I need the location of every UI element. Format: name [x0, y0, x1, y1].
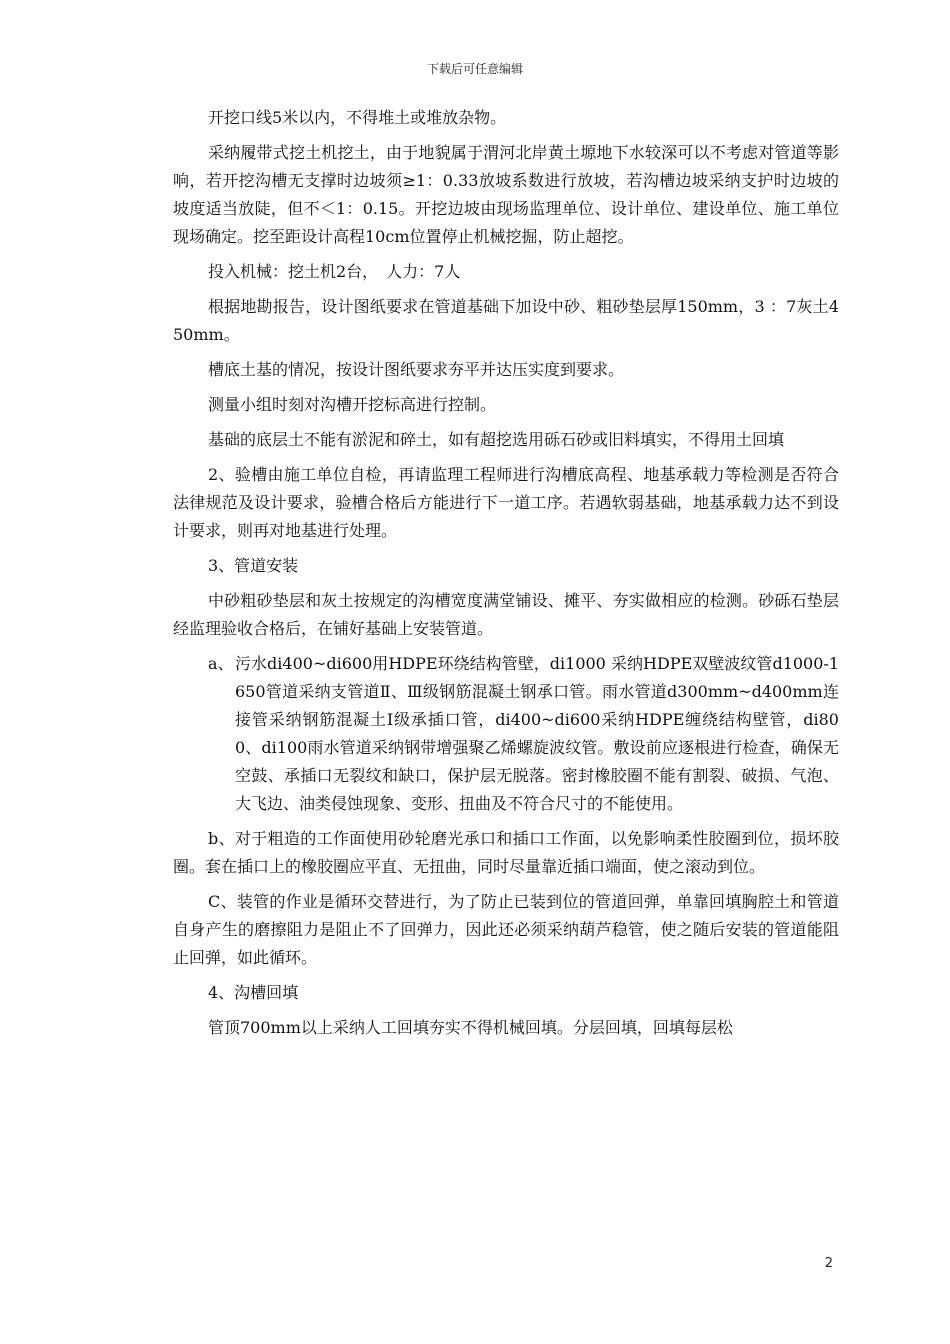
- list-item-a: [173, 650, 839, 818]
- list-marker-a: a、: [208, 654, 234, 673]
- section-heading-pipe-installation: 3、管道安装: [208, 556, 299, 575]
- list-item-a-text: 污水di400~di600用HDPE环绕结构管壁，di1000 采纳HDPE双壁波纹管d1000-1650管道采纳支管道Ⅱ、Ⅲ级钢筋混凝土钢承口管。雨水管道d300mm~d400mm连接管采纳钢筋混凝土Ⅰ级承插口管，di400~di600采纳HDPE缠绕结构壁管，di800、di100雨水管道采纳钢带增强聚乙烯螺旋波纹管。敷设前应逐根进行检查，确保无空鼓、承插口无裂纹和缺口，保护层无脱落。密封橡胶圈不能有割裂、破损、气泡、大飞边、油类侵蚀现象、变形、扭曲及不符合尺寸的不能使用。: [235, 654, 839, 813]
- paragraph-backfill: 管顶700mm以上采纳人工回填夯实不得机械回填。分层回填，回填每层松: [208, 1018, 733, 1037]
- section-heading-backfill: 4、沟槽回填: [208, 983, 299, 1002]
- paragraph-item-c: C、装管的作业是循环交替进行，为了防止已装到位的管道回弹，单靠回填胸腔土和管道自身产生的磨擦阻力是阻止不了回弹力，因此还必须采纳葫芦稳管，使之随后安装的管道能阻止回弹，如此循环。: [173, 892, 839, 967]
- paragraph-cushion-layer: 根据地勘报告，设计图纸要求在管道基础下加设中砂、粗砂垫层厚150mm，3 ：7灰土450mm。: [173, 297, 839, 344]
- document-body: [173, 104, 839, 1049]
- paragraph-machinery: 投入机械：挖土机2台， 人力：7人: [208, 262, 461, 281]
- page-number: 2: [824, 1256, 833, 1271]
- page-header: 下载后可任意编辑: [426, 62, 523, 76]
- paragraph-excavation-limit: 开挖口线5米以内，不得堆土或堆放杂物。: [208, 108, 507, 127]
- paragraph-base-soil: 基础的底层土不能有淤泥和碎土，如有超挖选用砾石砂或旧料填实，不得用土回填: [208, 430, 785, 449]
- paragraph-excavator-method: 采纳履带式挖土机挖土，由于地貌属于渭河北岸黄土塬地下水较深可以不考虑对管道等影响，若开挖沟槽无支撑时边坡须≥1：0.33放坡系数进行放坡，若沟槽边坡采纳支护时边坡的坡度适当放陡，但不＜1：0.15。开挖边坡由现场监理单位、设计单位、建设单位、施工单位现场确定。挖至距设计高程10cm位置停止机械挖掘，防止超挖。: [173, 143, 839, 246]
- paragraph-bedding: 中砂粗砂垫层和灰土按规定的沟槽宽度满堂铺设、摊平、夯实做相应的检测。砂砾石垫层经监理验收合格后，在铺好基础上安装管道。: [173, 591, 839, 638]
- paragraph-trench-base: 槽底土基的情况，按设计图纸要求夯平并达压实度到要求。: [208, 360, 625, 379]
- paragraph-survey-control: 测量小组时刻对沟槽开挖标高进行控制。: [208, 395, 497, 414]
- paragraph-item-b: b、对于粗造的工作面使用砂轮磨光承口和插口工作面，以免影响柔性胶圈到位，损坏胶圈。套在插口上的橡胶圈应平直、无扭曲，同时尽量靠近插口端面，使之滚动到位。: [173, 829, 839, 876]
- paragraph-trench-inspection: 2、验槽由施工单位自检，再请监理工程师进行沟槽底高程、地基承载力等检测是否符合法律规范及设计要求，验槽合格后方能进行下一道工序。若遇软弱基础，地基承载力达不到设计要求，则再对地基进行处理。: [173, 465, 839, 540]
